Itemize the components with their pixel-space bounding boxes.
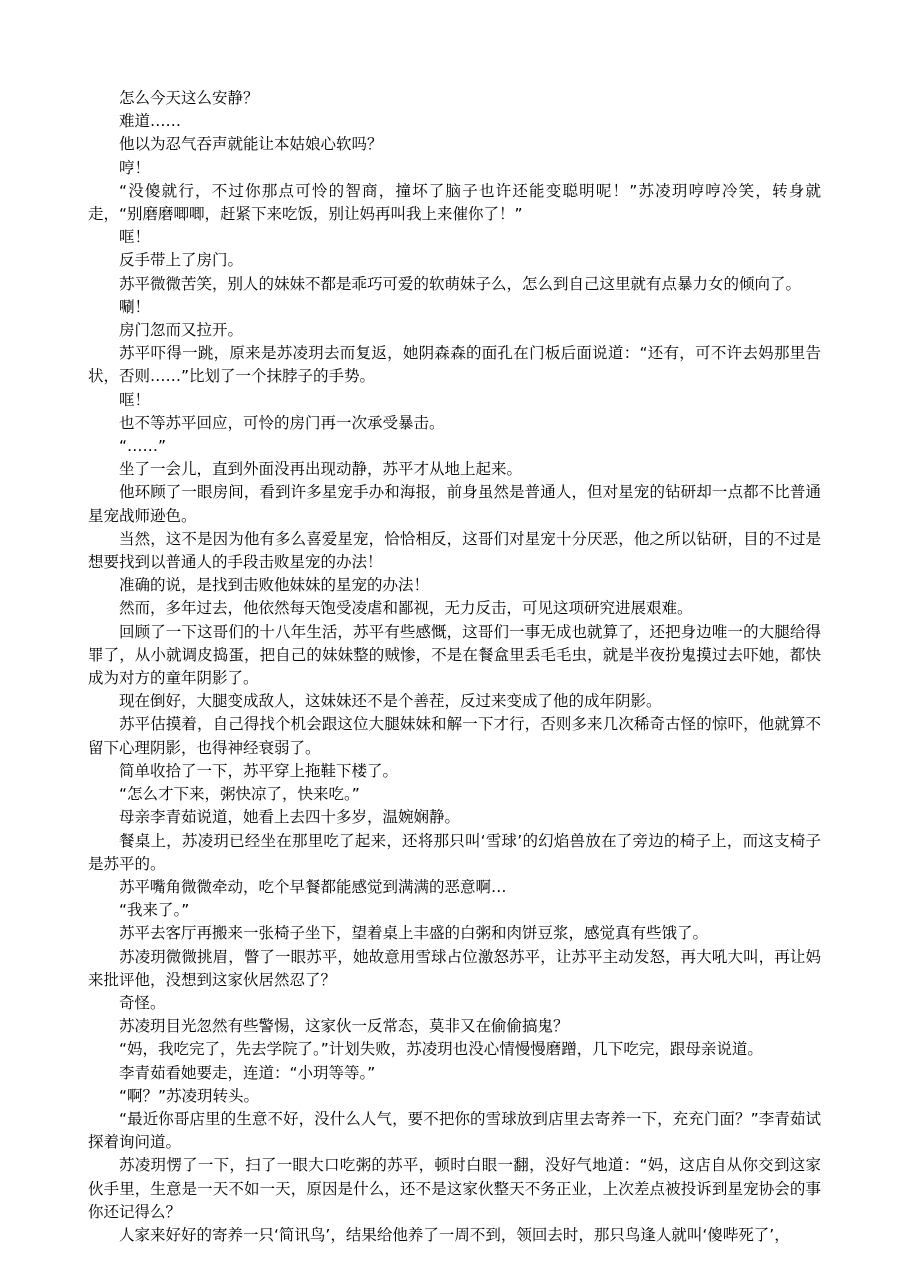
paragraph: 房门忽而又拉开。 <box>119 321 244 340</box>
paragraph: 坐了一会儿，直到外面没再出现动静，苏平才从地上起来。 <box>119 460 523 479</box>
paragraph: 他环顾了一眼房间，看到许多星宠手办和海报，前身虽然是普通人，但对星宠的钻研却一点都不比普通星宠战师逊色。 <box>88 483 821 525</box>
paragraph: 回顾了一下这哥们的十八年生活，苏平有些感慨，这哥们一事无成也就算了，还把身边唯一的大腿给得罪了，从小就调皮捣蛋，把自己的妹妹整的贼惨，不是在餐盒里丢毛毛虫，就是半夜扮鬼摸过去吓她，都快成为对方的童年阴影了。 <box>88 622 821 688</box>
paragraph: 当然，这不是因为他有多么喜爱星宠，恰恰相反，这哥们对星宠十分厌恶，他之所以钻研，目的不过是想要找到以普通人的手段击败星宠的办法！ <box>88 529 821 572</box>
paragraph: 苏平吓得一跳，原来是苏凌玥去而复返，她阴森森的面孔在门板后面说道：“还有，可不许去妈那里告状，否则……”比划了一个抹脖子的手势。 <box>88 344 821 386</box>
paragraph: 然而，多年过去，他依然每天饱受凌虐和鄙视，无力反击，可见这项研究进展艰难。 <box>119 599 693 618</box>
paragraph: 苏凌玥愣了一下，扫了一眼大口吃粥的苏平，顿时白眼一翻，没好气地道：“妈，这店自从你交到这家伙手里，生意是一天不如一天，原因是什么，还不是这家伙整天不务正业，上次差点被投诉到星宠协会的事你还记得么？ <box>88 1156 821 1221</box>
paragraph: “怎么才下来，粥快凉了，快来吃。” <box>119 785 360 804</box>
paragraph: 哐！ <box>119 390 151 409</box>
document-body <box>88 87 821 1247</box>
paragraph: 他以为忍气吞声就能让本姑娘心软吗？ <box>119 135 383 154</box>
paragraph: 奇怪。 <box>119 993 166 1012</box>
paragraph: 李青茹看她要走，连道：“小玥等等。” <box>119 1063 376 1082</box>
paragraph: 反手带上了房门。 <box>119 251 244 270</box>
paragraph: 餐桌上，苏凌玥已经坐在那里吃了起来，还将那只叫‘雪球’的幻焰兽放在了旁边的椅子上，而这支椅子是苏平的。 <box>88 831 821 873</box>
paragraph: 人家来好好的寄养一只‘简讯鸟’，结果给他养了一周不到，领回去时，那只鸟逢人就叫‘傻哔死了’， <box>119 1225 790 1244</box>
paragraph: 苏平微微苦笑，别人的妹妹不都是乖巧可爱的软萌妹子么，怎么到自己这里就有点暴力女的倾向了。 <box>119 274 802 293</box>
paragraph: 苏平估摸着，自己得找个机会跟这位大腿妹妹和解一下才行，否则多来几次稀奇古怪的惊吓，他就算不留下心理阴影，也得神经衰弱了。 <box>88 715 821 757</box>
paragraph: “啊？”苏凌玥转头。 <box>119 1086 260 1105</box>
paragraph: 怎么今天这么安静？ <box>119 89 259 107</box>
paragraph: 哐！ <box>119 228 151 247</box>
paragraph: 苏平去客厅再搬来一张椅子坐下，望着桌上丰盛的白粥和肉饼豆浆，感觉真有些饿了。 <box>119 924 709 943</box>
paragraph: 苏平嘴角微微牵动，吃个早餐都能感觉到满满的恶意啊… <box>119 877 507 896</box>
paragraph: “妈，我吃完了，先去学院了。”计划失败，苏凌玥也没心情慢慢磨蹭，几下吃完，跟母亲说道。 <box>119 1040 763 1059</box>
paragraph: “最近你哥店里的生意不好，没什么人气，要不把你的雪球放到店里去寄养一下，充充门面？”李青茹试探着询问道。 <box>88 1109 821 1152</box>
paragraph: 苏凌玥目光忽然有些警惕，这家伙一反常态，莫非又在偷偷搞鬼？ <box>119 1017 569 1036</box>
paragraph: 难道…… <box>119 112 182 131</box>
paragraph: 简单收拾了一下，苏平穿上拖鞋下楼了。 <box>119 761 399 780</box>
paragraph: “……” <box>119 437 167 456</box>
paragraph: 现在倒好，大腿变成敌人，这妹妹还不是个善茬，反过来变成了他的成年阴影。 <box>119 692 662 711</box>
paragraph: 准确的说，是找到击败他妹妹的星宠的办法！ <box>119 576 430 595</box>
paragraph: “我来了。” <box>119 901 190 920</box>
paragraph: 唰！ <box>119 297 151 316</box>
paragraph: 苏凌玥微微挑眉，瞥了一眼苏平，她故意用雪球占位激怒苏平，让苏平主动发怒，再大吼大叫，再让妈来批评他，没想到这家伙居然忍了？ <box>88 947 821 989</box>
paragraph: 母亲李青茹说道，她看上去四十多岁，温婉娴静。 <box>119 808 461 827</box>
paragraph: “没傻就行，不过你那点可怜的智商，撞坏了脑子也许还能变聪明呢！”苏凌玥哼哼冷笑，转身就走，“别磨磨唧唧，赶紧下来吃饭，别让妈再叫我上来催你了！” <box>88 181 821 224</box>
paragraph: 也不等苏平回应，可怜的房门再一次承受暴击。 <box>119 413 445 432</box>
paragraph: 哼！ <box>119 158 151 177</box>
